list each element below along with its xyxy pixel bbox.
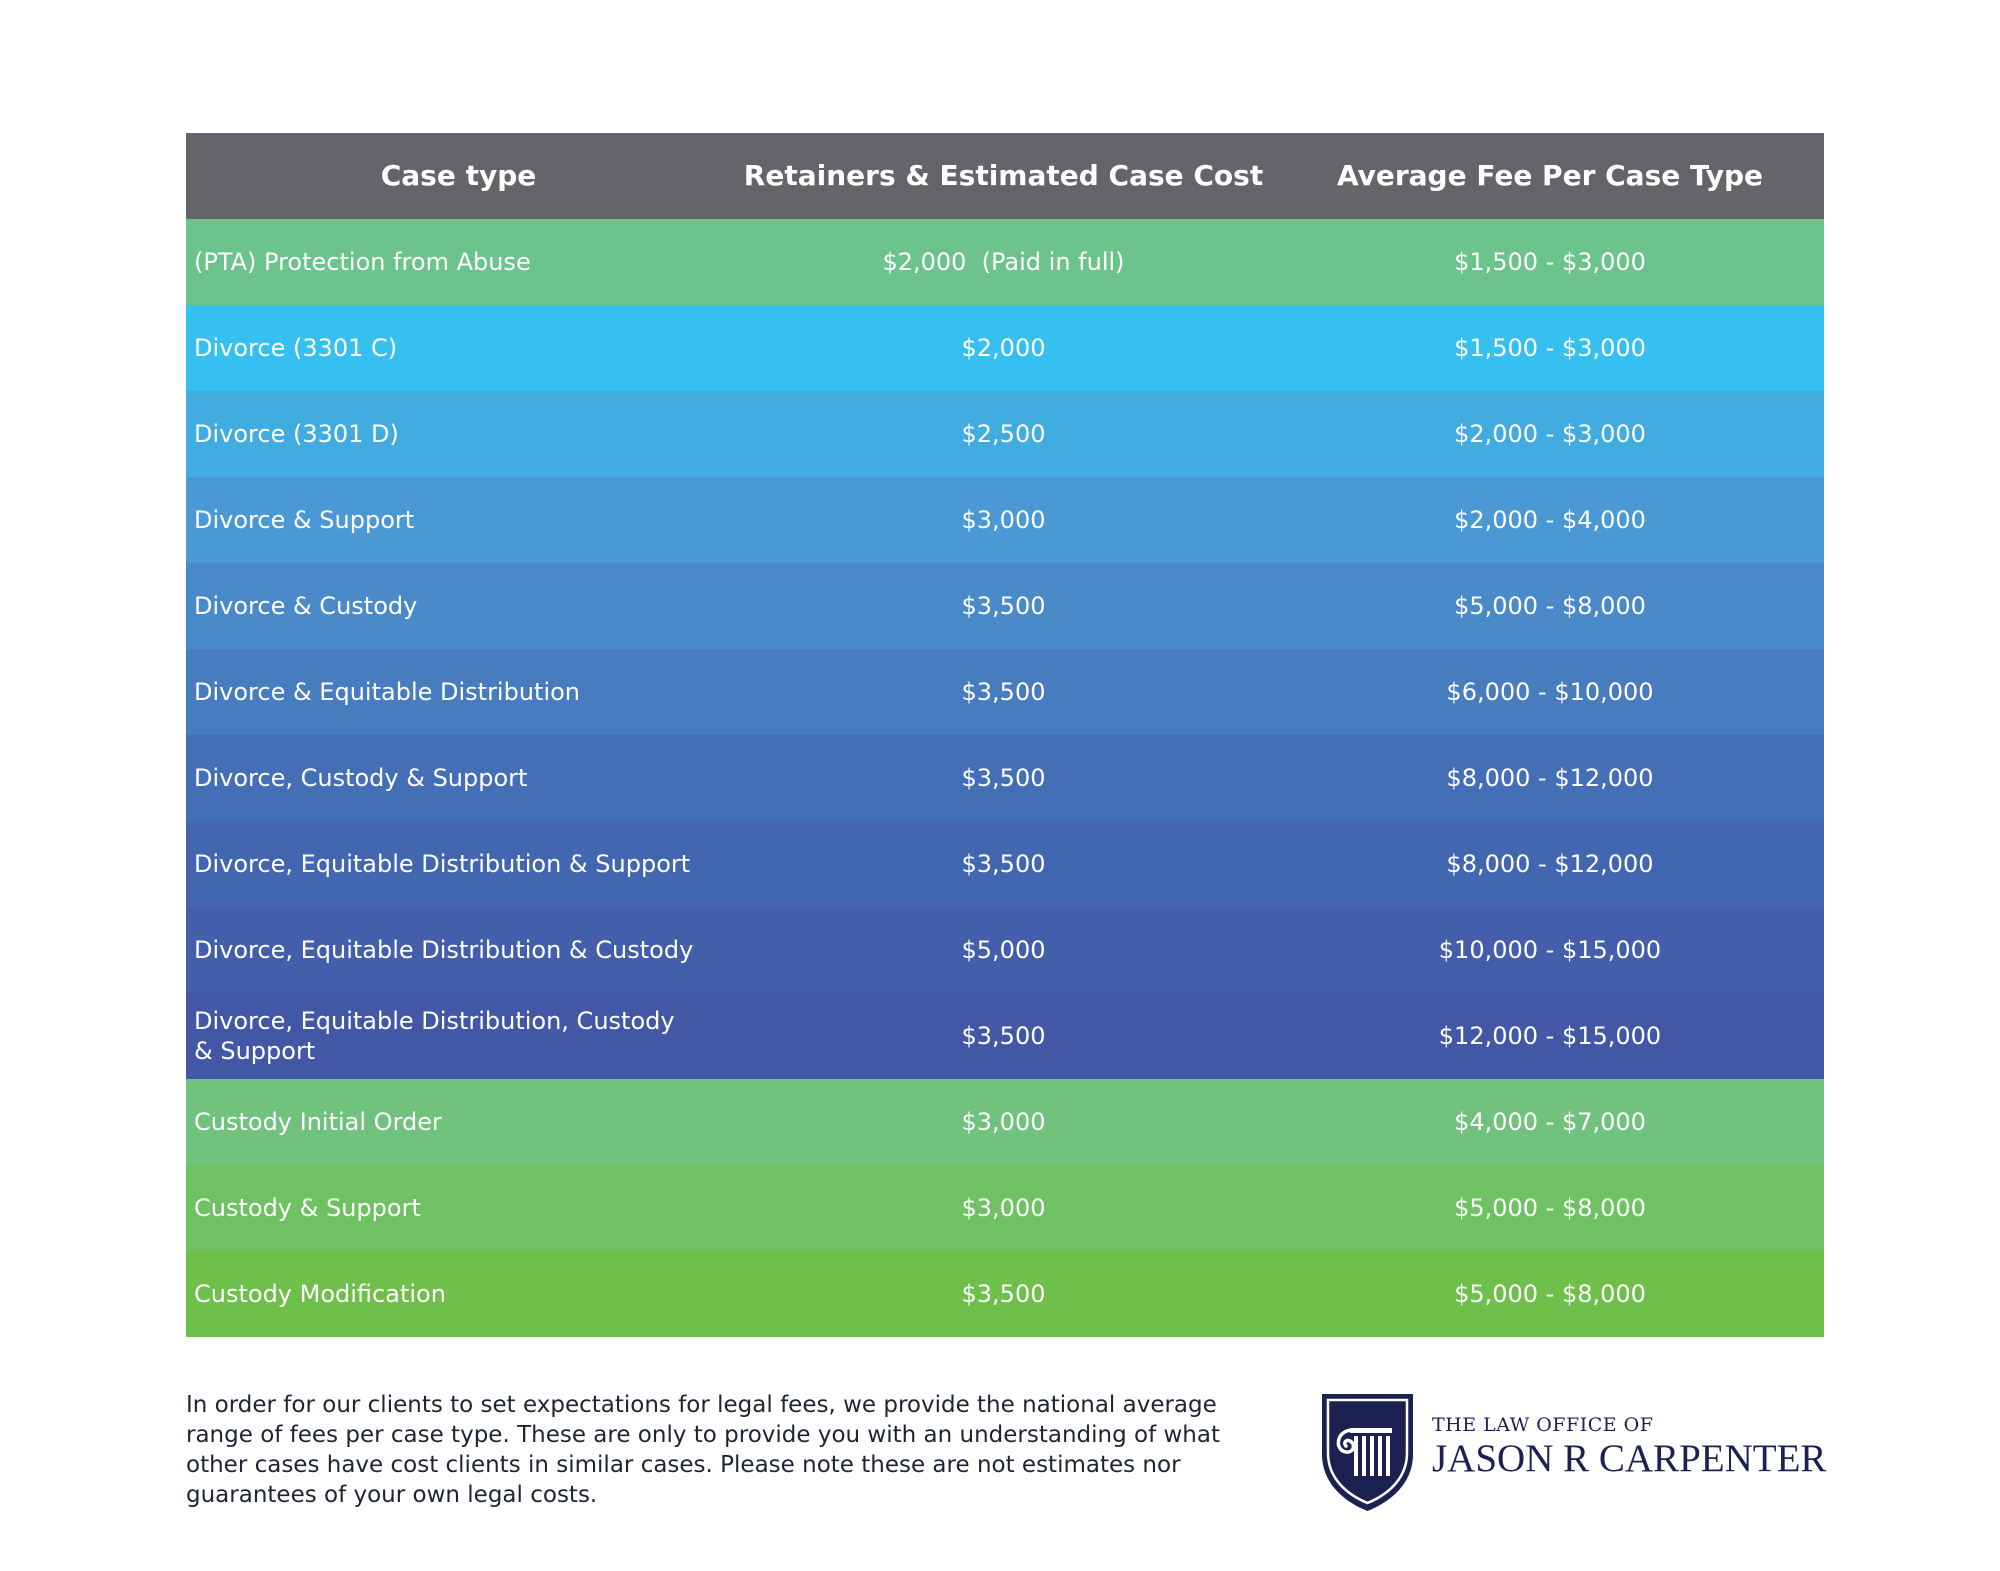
footer-disclaimer: In order for our clients to set expectations for legal fees, we provide the national average range of fees per case type. These are only to provide you with an understanding of what other cases have cost clients in similar cases. Please note these are not estimates nor guarantees of your own legal costs.	[186, 1392, 1220, 1508]
average-fee-cell: $5,000 - $8,000	[1454, 1194, 1646, 1222]
average-fee-cell: $8,000 - $12,000	[1446, 850, 1654, 878]
case-type-cell: (PTA) Protection from Abuse	[194, 248, 531, 276]
average-fee-cell: $6,000 - $10,000	[1446, 678, 1654, 706]
average-fee-cell: $2,000 - $4,000	[1454, 506, 1646, 534]
average-fee-cell: $10,000 - $15,000	[1438, 936, 1662, 964]
table-header-row	[186, 133, 1824, 219]
case-type-cell: Custody & Support	[194, 1194, 421, 1222]
table-row	[186, 907, 1824, 993]
header-average-fee: Average Fee Per Case Type	[1336, 159, 1764, 192]
case-type-cell: Divorce, Equitable Distribution & Support	[194, 850, 691, 878]
table-row	[186, 563, 1824, 649]
table-row	[186, 821, 1824, 907]
table-row	[186, 1251, 1824, 1337]
case-type-cell: Divorce (3301 C)	[194, 334, 398, 362]
average-fee-cell: $12,000 - $15,000	[1438, 1022, 1662, 1050]
average-fee-cell: $5,000 - $8,000	[1454, 1280, 1646, 1308]
table-row	[186, 391, 1824, 477]
average-fee-cell: $4,000 - $7,000	[1454, 1108, 1646, 1136]
header-case-type: Case type	[380, 159, 537, 192]
table-body	[186, 219, 1824, 1337]
logo-line-small: THE LAW OFFICE OF	[1432, 1414, 1654, 1436]
table-row	[186, 993, 1824, 1079]
law-office-logo	[1320, 1392, 1830, 1517]
case-type-cell: Divorce, Custody & Support	[194, 764, 528, 792]
average-fee-cell: $1,500 - $3,000	[1454, 334, 1646, 362]
retainer-cell: $3,500	[961, 678, 1046, 706]
table-row	[186, 477, 1824, 563]
case-type-cell: Custody Initial Order	[194, 1108, 442, 1136]
retainer-cell: $2,500	[961, 420, 1046, 448]
shield-column-icon	[1320, 1392, 1415, 1513]
retainer-cell: $3,000	[961, 1108, 1046, 1136]
retainer-cell: $3,500	[961, 1022, 1046, 1050]
retainer-cell: $3,500	[961, 764, 1046, 792]
logo-line-name: JASON R CARPENTER	[1432, 1437, 1827, 1480]
fee-table	[186, 133, 1824, 1337]
average-fee-cell: $1,500 - $3,000	[1454, 248, 1646, 276]
retainer-cell: $3,500	[961, 1280, 1046, 1308]
retainer-cell: $2,000 (Paid in full)	[882, 248, 1125, 276]
retainer-cell: $5,000	[961, 936, 1046, 964]
retainer-cell: $3,000	[961, 1194, 1046, 1222]
case-type-cell: Divorce (3301 D)	[194, 420, 399, 448]
case-type-cell: Divorce, Equitable Distribution, Custody & Support	[194, 1007, 675, 1065]
average-fee-cell: $8,000 - $12,000	[1446, 764, 1654, 792]
table-row	[186, 219, 1824, 305]
case-type-cell: Divorce, Equitable Distribution & Custody	[194, 936, 694, 964]
average-fee-cell: $5,000 - $8,000	[1454, 592, 1646, 620]
table-row	[186, 1165, 1824, 1251]
retainer-cell: $3,500	[961, 592, 1046, 620]
retainer-cell: $2,000	[961, 334, 1046, 362]
case-type-cell: Divorce & Equitable Distribution	[194, 678, 581, 706]
table-row	[186, 305, 1824, 391]
case-type-cell: Custody Modification	[194, 1280, 446, 1308]
retainer-cell: $3,500	[961, 850, 1046, 878]
retainer-cell: $3,000	[961, 506, 1046, 534]
table-row	[186, 1079, 1824, 1165]
case-type-cell: Divorce & Custody	[194, 592, 418, 620]
case-type-cell: Divorce & Support	[194, 506, 415, 534]
average-fee-cell: $2,000 - $3,000	[1454, 420, 1646, 448]
table-row	[186, 649, 1824, 735]
table-row	[186, 735, 1824, 821]
header-retainer: Retainers & Estimated Case Cost	[743, 159, 1264, 192]
